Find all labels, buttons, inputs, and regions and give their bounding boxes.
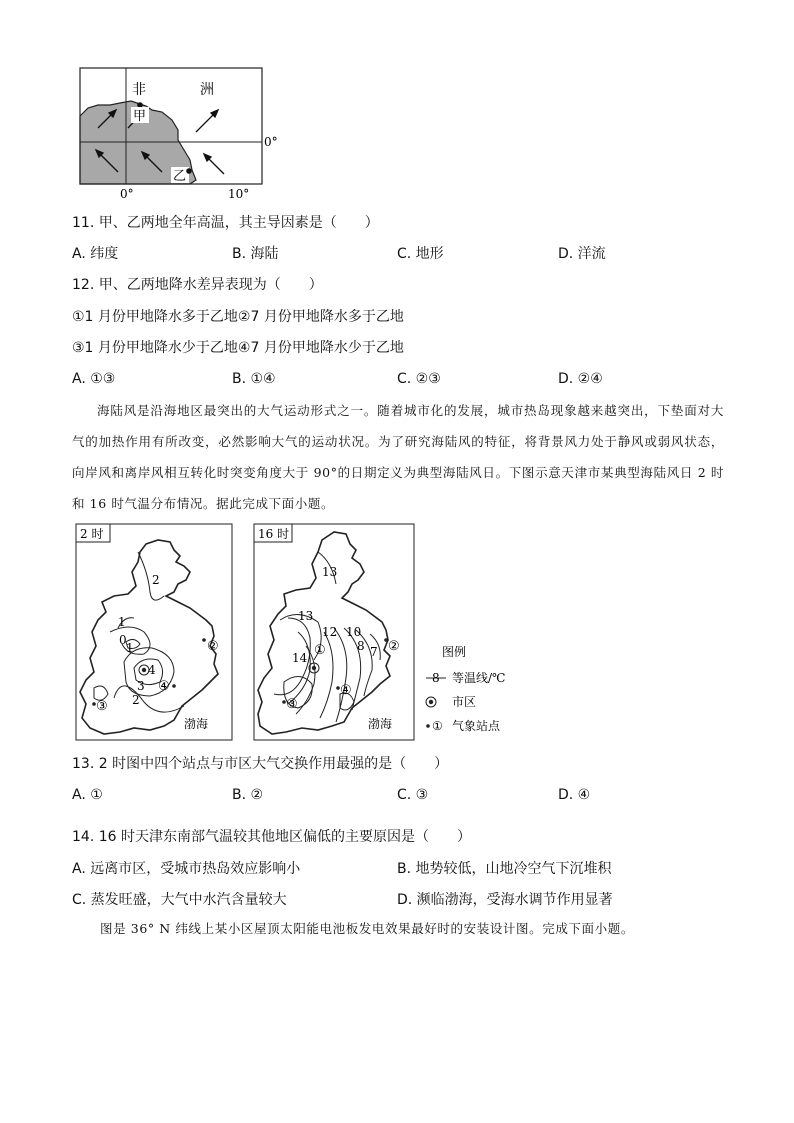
q13-option-d[interactable]: D. ④ xyxy=(558,787,591,803)
question-14-stem: 14. 16 时天津东南部气温较其他地区偏低的主要原因是（ ） xyxy=(72,829,471,845)
lon-label-0: 0° xyxy=(120,187,134,200)
tianjin-temperature-maps xyxy=(74,522,524,744)
station-2am-3: ③ xyxy=(96,699,108,714)
legend-isotherm: 等温线/℃ xyxy=(452,671,506,685)
iso-2am-label-4: 4 xyxy=(148,663,156,677)
q13-option-c[interactable]: C. ③ xyxy=(397,787,429,803)
sea-2am: 渤海 xyxy=(184,717,209,731)
legend-title: 图例 xyxy=(442,645,467,659)
legend-isotherm-value: 8 xyxy=(432,671,440,685)
label-yi: 乙 xyxy=(173,169,187,184)
station-2am-2: ② xyxy=(207,639,219,654)
legend-station: 气象站点 xyxy=(452,719,501,733)
q13-option-a[interactable]: A. ① xyxy=(72,787,103,803)
q14-option-c[interactable]: C. 蒸发旺盛，大气中水汽含量较大 xyxy=(72,892,287,908)
iso-4pm-label-5: 8 xyxy=(357,639,365,653)
question-11-stem: 11. 甲、乙两地全年高温，其主导因素是（ ） xyxy=(72,215,379,231)
q11-option-d[interactable]: D. 洋流 xyxy=(558,246,606,262)
question-12-stem: 12. 甲、乙两地降水差异表现为（ ） xyxy=(72,277,323,293)
station-4pm-4: ④ xyxy=(340,683,352,698)
lat-label: 0° xyxy=(264,135,278,149)
question-13-stem: 13. 2 时图中四个站点与市区大气交换作用最强的是（ ） xyxy=(72,756,449,772)
q14-option-d[interactable]: D. 濒临渤海，受海水调节作用显著 xyxy=(397,892,613,908)
iso-4pm-label-2: 12 xyxy=(322,625,338,639)
q14-option-b[interactable]: B. 地势较低，山地冷空气下沉堆积 xyxy=(397,861,612,877)
iso-2am-label-3: 0 xyxy=(119,633,127,647)
q13-option-b[interactable]: B. ② xyxy=(232,787,264,803)
iso-2am-label-2: 1 xyxy=(126,641,134,655)
q12-statement-1: ①1 月份甲地降水多于乙地②7 月份甲地降水多于乙地 xyxy=(72,309,404,325)
sea-4pm: 渤海 xyxy=(368,717,393,731)
iso-4pm-label-4: 14 xyxy=(292,651,308,665)
iso-2am-label-6: 2 xyxy=(132,693,140,707)
q12-option-a[interactable]: A. ①③ xyxy=(72,371,116,387)
legend-station-symbol: ① xyxy=(432,719,443,733)
iso-4pm-label-6: 7 xyxy=(370,645,378,659)
q12-option-d[interactable]: D. ②④ xyxy=(558,371,603,387)
iso-2am-label-1: 2 xyxy=(152,573,160,587)
q12-statement-2: ③1 月份甲地降水少于乙地④7 月份甲地降水少于乙地 xyxy=(72,340,404,356)
sea-land-breeze-passage: 海陆风是沿海地区最突出的大气运动形式之一。随着城市化的发展，城市热岛现象越来越突出，下垫面对大气的加热作用有所改变，必然影响大气的运动状况。为了研究海陆风的特征，将背景风力处于静风或弱风状态，向岸风和离岸风相互转化时突变角度大于 90°的日期定义为典型海陆风日。下图示意天津市某典型海陆风日 2 时和 16 时气温分布情况。据此完成下面小题。 xyxy=(72,403,724,511)
station-4pm-2: ② xyxy=(388,639,400,654)
q12-option-b[interactable]: B. ①④ xyxy=(232,371,276,387)
iso-2am-label-0: 1 xyxy=(118,615,126,629)
iso-4pm-label-3: 10 xyxy=(346,625,362,639)
solar-panel-passage: 图是 36° N 纬线上某小区屋顶太阳能电池板发电效果最好时的安装设计图。完成下面小题。 xyxy=(100,921,634,936)
q11-option-c[interactable]: C. 地形 xyxy=(397,246,444,262)
label-zhou: 洲 xyxy=(200,82,214,98)
panel-4pm-title: 16 时 xyxy=(258,527,290,541)
label-fei: 非 xyxy=(132,82,146,98)
africa-coast-map xyxy=(76,66,286,200)
lon-label-10: 10° xyxy=(228,187,250,200)
iso-4pm-label-1: 13 xyxy=(298,609,314,623)
station-4pm-1: ① xyxy=(314,643,326,658)
iso-4pm-label-0: 13 xyxy=(322,565,338,579)
legend-city: 市区 xyxy=(452,695,477,709)
q12-option-c[interactable]: C. ②③ xyxy=(397,371,441,387)
iso-2am-label-5: 3 xyxy=(137,679,145,693)
station-4pm-3: ③ xyxy=(286,697,298,712)
label-jia: 甲 xyxy=(133,109,147,124)
q11-option-a[interactable]: A. 纬度 xyxy=(72,246,119,262)
q14-option-a[interactable]: A. 远离市区，受城市热岛效应影响小 xyxy=(72,861,301,877)
q11-option-b[interactable]: B. 海陆 xyxy=(232,246,279,262)
station-2am-4: ④ xyxy=(158,679,170,694)
panel-2am-title: 2 时 xyxy=(80,527,104,541)
